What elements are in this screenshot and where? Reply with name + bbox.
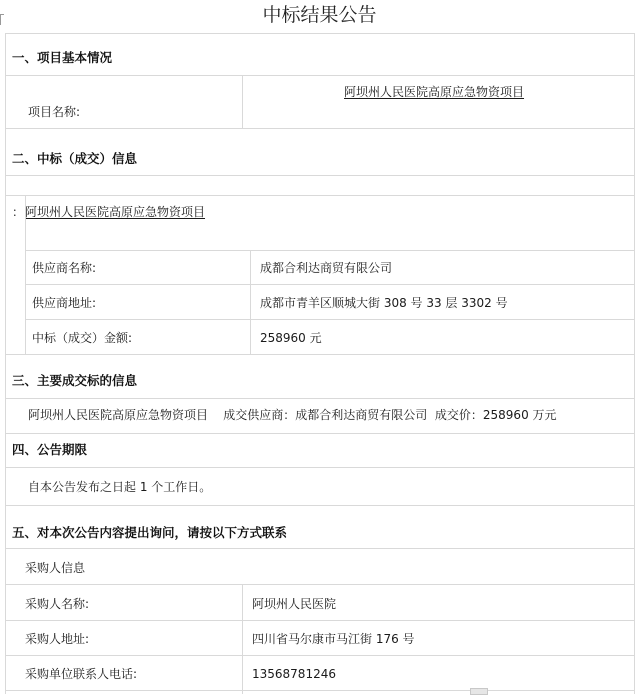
lot-prefix: ： xyxy=(12,205,25,219)
divider xyxy=(5,195,634,196)
divider xyxy=(5,175,634,176)
supplier-address-value: 成都市青羊区顺城大街 308 号 33 层 3302 号 xyxy=(260,296,508,310)
divider xyxy=(5,584,634,585)
divider xyxy=(634,33,635,694)
purchaser-address-label: 采购人地址: xyxy=(25,632,90,646)
divider xyxy=(5,354,634,355)
purchaser-address-value: 四川省马尔康市马江街 176 号 xyxy=(252,632,415,646)
divider xyxy=(5,433,634,434)
divider xyxy=(5,620,634,621)
award-amount-label: 中标（成交）金额: xyxy=(32,331,133,345)
divider xyxy=(5,505,634,506)
supplier-address-label: 供应商地址: xyxy=(32,296,97,310)
supplier-name-label: 供应商名称: xyxy=(32,261,97,275)
divider xyxy=(5,128,634,129)
purchaser-info-heading: 采购人信息 xyxy=(25,561,86,575)
divider xyxy=(5,33,634,34)
section-heading-notice-period: 四、公告期限 xyxy=(12,442,88,457)
divider xyxy=(25,195,26,250)
project-name-label: 项目名称: xyxy=(28,105,81,119)
divider xyxy=(242,584,243,694)
main-items-content: 阿坝州人民医院高原应急物资项目 成交供应商：成都合利达商贸有限公司 成交价：258960 万元 xyxy=(28,408,557,422)
notice-period-content: 自本公告发布之日起 1 个工作日。 xyxy=(28,480,212,494)
project-name-value: 阿坝州人民医院高原应急物资项目 xyxy=(344,85,525,99)
purchaser-name-value: 阿坝州人民医院 xyxy=(252,597,337,611)
divider xyxy=(5,398,634,399)
divider xyxy=(5,467,634,468)
supplier-name-value: 成都合利达商贸有限公司 xyxy=(260,261,393,275)
page-title: 中标结果公告 xyxy=(262,4,377,26)
purchaser-phone-value: 13568781246 xyxy=(252,667,336,681)
divider xyxy=(5,690,634,691)
divider xyxy=(25,284,634,285)
divider xyxy=(242,75,243,128)
lot-name: 阿坝州人民医院高原应急物资项目 xyxy=(25,205,206,219)
purchaser-name-label: 采购人名称: xyxy=(25,597,90,611)
corner-marker xyxy=(0,14,4,25)
divider xyxy=(25,250,634,251)
award-amount-value: 258960 元 xyxy=(260,331,322,345)
section-heading-main-items: 三、主要成交标的信息 xyxy=(12,373,138,388)
section-heading-contact: 五、对本次公告内容提出询问，请按以下方式联系 xyxy=(12,525,288,540)
divider xyxy=(5,548,634,549)
purchaser-phone-label: 采购单位联系人电话: xyxy=(25,667,138,681)
section-heading-award-info: 二、中标（成交）信息 xyxy=(12,151,138,166)
divider xyxy=(5,75,634,76)
divider xyxy=(25,250,26,354)
divider xyxy=(5,655,634,656)
divider xyxy=(25,319,634,320)
section-heading-basic-info: 一、项目基本情况 xyxy=(12,50,113,65)
divider xyxy=(5,33,6,694)
divider xyxy=(250,250,251,354)
